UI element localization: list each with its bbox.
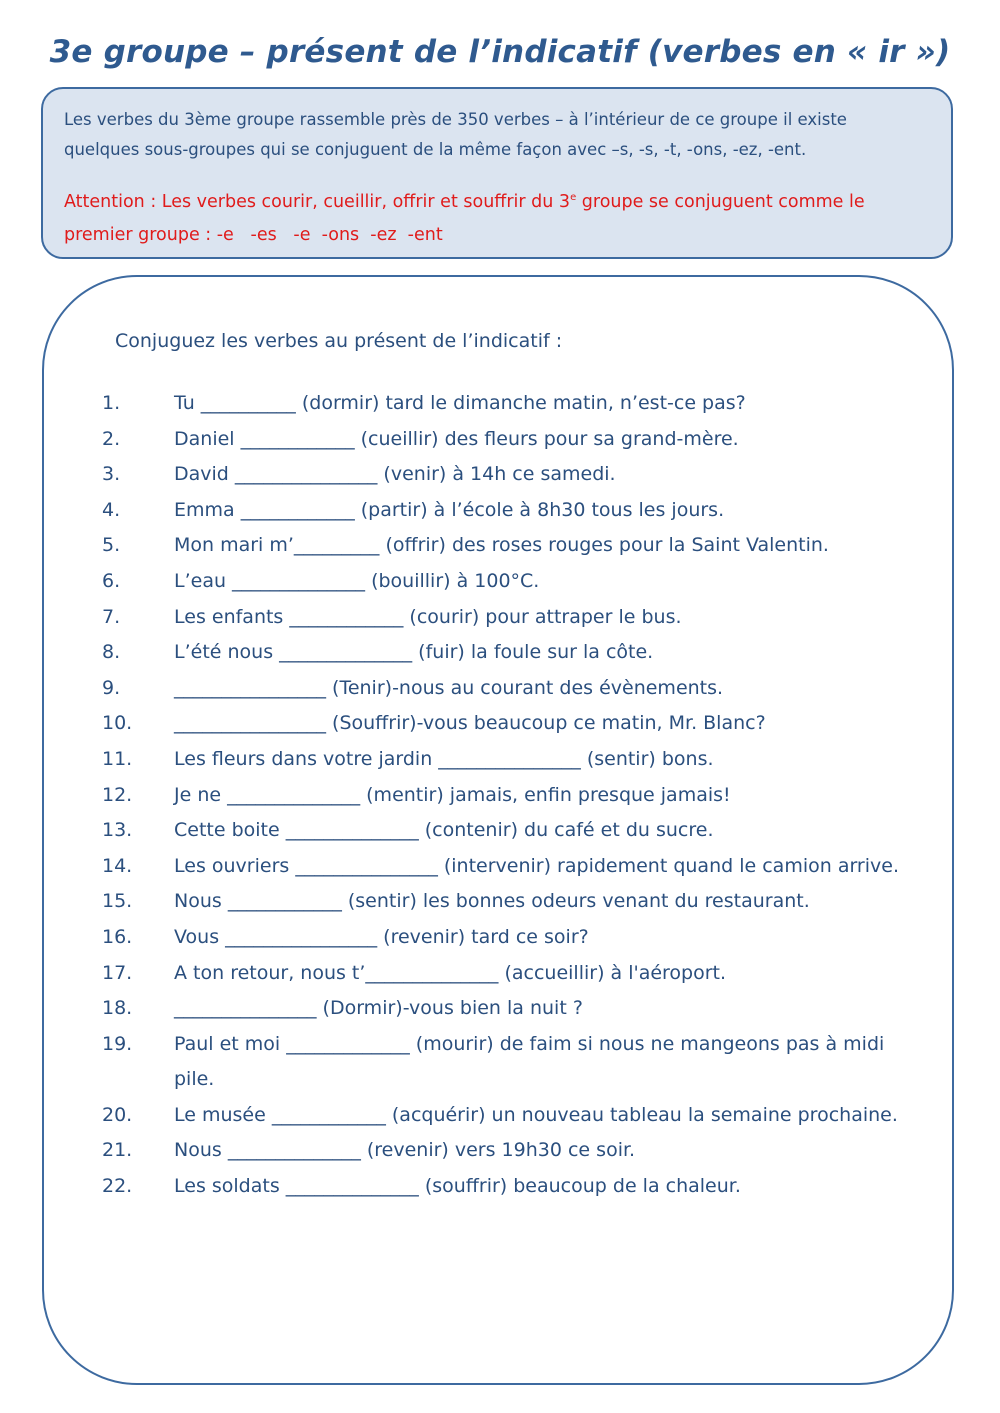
exercise-sentence: _______________ (Dormir)-vous bien la nuit ? [174,997,583,1020]
exercise-number: 21. [102,1139,133,1162]
exercise-number: 14. [102,854,133,877]
exercise-item [102,706,912,742]
exercise-sentence: L’eau ______________ (bouillir) à 100°C. [174,569,540,592]
exercise-number: 7. [102,605,121,628]
exercise-item [102,813,912,849]
exercise-number: 22. [102,1175,133,1198]
exercise-number: 20. [102,1103,133,1126]
exercise-item [102,778,912,814]
exercise-sentence: Les ouvriers _______________ (intervenir) rapidement quand le camion arrive. [174,854,899,877]
exercise-number: 11. [102,747,133,770]
exercise-number: 18. [102,997,133,1020]
exercise-item [102,1169,912,1205]
exercise-number: 13. [102,819,133,842]
exercise-sentence: Les fleurs dans votre jardin _______________ (sentir) bons. [174,747,714,770]
attention-text-end: groupe se conjuguent comme le [576,191,865,212]
exercise-item [102,564,912,600]
exercise-item [102,742,912,778]
exercise-sentence: Emma ____________ (partir) à l’école à 8h30 tous les jours. [174,498,725,521]
exercise-item [102,422,912,458]
attention-note-line-2: premier groupe : -e -es -e -ons -ez -ent [64,224,443,245]
exercise-sentence: Les enfants ____________ (courir) pour attraper le bus. [174,605,682,628]
exercise-item [102,956,912,992]
exercise-item [102,1133,912,1169]
exercise-number: 8. [102,641,121,664]
exercise-sentence: Nous ______________ (revenir) vers 19h30 ce soir. [174,1139,636,1162]
exercise-item [102,635,912,671]
attention-text-start: Attention : Les verbes courir, cueillir, offrir et souffrir du 3 [64,191,571,212]
info-text-line-1: Les verbes du 3ème groupe rassemble près de 350 verbes – à l’intérieur de ce groupe il existe [64,110,847,129]
page-title: 3e groupe – présent de l’indicatif (verbes en « ir ») [49,34,951,70]
exercise-sentence: Les soldats ______________ (souffrir) beaucoup de la chaleur. [174,1175,741,1198]
exercise-sentence: Vous ________________ (revenir) tard ce soir? [174,925,589,948]
attention-superscript: e [570,192,577,203]
exercise-number: 9. [102,676,121,699]
info-box [41,87,953,259]
exercise-item [102,457,912,493]
exercise-item [102,884,912,920]
exercise-item [102,849,912,885]
exercise-number: 5. [102,534,121,557]
exercise-number: 2. [102,427,121,450]
exercise-sentence: ________________ (Souffrir)-vous beaucoup ce matin, Mr. Blanc? [174,712,766,735]
exercise-number: 12. [102,783,133,806]
exercise-item [102,1027,912,1098]
exercise-sentence: Daniel ____________ (cueillir) des fleurs pour sa grand-mère. [174,427,739,450]
exercise-sentence: L’été nous ______________ (fuir) la foule sur la côte. [174,641,654,664]
exercise-number: 4. [102,498,121,521]
exercise-number: 17. [102,961,133,984]
exercise-sentence: David _______________ (venir) à 14h ce samedi. [174,463,616,486]
exercise-list [102,386,912,1205]
exercise-number: 6. [102,569,121,592]
attention-note [64,181,929,219]
exercise-item [102,386,912,422]
exercise-number: 16. [102,925,133,948]
exercise-sentence: Le musée ____________ (acquérir) un nouveau tableau la semaine prochaine. [174,1103,898,1126]
exercise-number: 3. [102,463,121,486]
exercise-number: 10. [102,712,133,735]
exercise-number: 15. [102,890,133,913]
exercise-sentence: Je ne ______________ (mentir) jamais, enfin presque jamais! [174,783,731,806]
exercise-number: 1. [102,392,121,414]
exercise-item [102,671,912,707]
instruction: Conjuguez les verbes au présent de l’indicatif : [115,330,563,352]
exercise-sentence: Paul et moi _____________ (mourir) de faim si nous ne mangeons pas à midi pile. [174,1032,885,1091]
exercise-item [102,528,912,564]
exercise-item [102,991,912,1027]
exercise-sentence: Mon mari m’_________ (offrir) des roses rouges pour la Saint Valentin. [174,534,829,557]
exercise-sentence: A ton retour, nous t’______________ (accueillir) à l'aéroport. [174,961,727,984]
exercise-item [102,1098,912,1134]
exercise-sentence: Cette boite ______________ (contenir) du café et du sucre. [174,819,714,842]
info-text-line-2: quelques sous-groupes qui se conjuguent de la même façon avec –s, -s, -t, -ons, -ez, -ent. [64,140,807,159]
exercise-sentence: Tu __________ (dormir) tard le dimanche matin, n’est-ce pas? [174,392,746,414]
exercise-item [102,600,912,636]
exercise-sentence: Nous ____________ (sentir) les bonnes odeurs venant du restaurant. [174,890,810,913]
exercise-item [102,493,912,529]
exercise-sentence: ________________ (Tenir)-nous au courant des évènements. [174,676,724,699]
exercise-item [102,920,912,956]
exercise-number: 19. [102,1032,133,1055]
